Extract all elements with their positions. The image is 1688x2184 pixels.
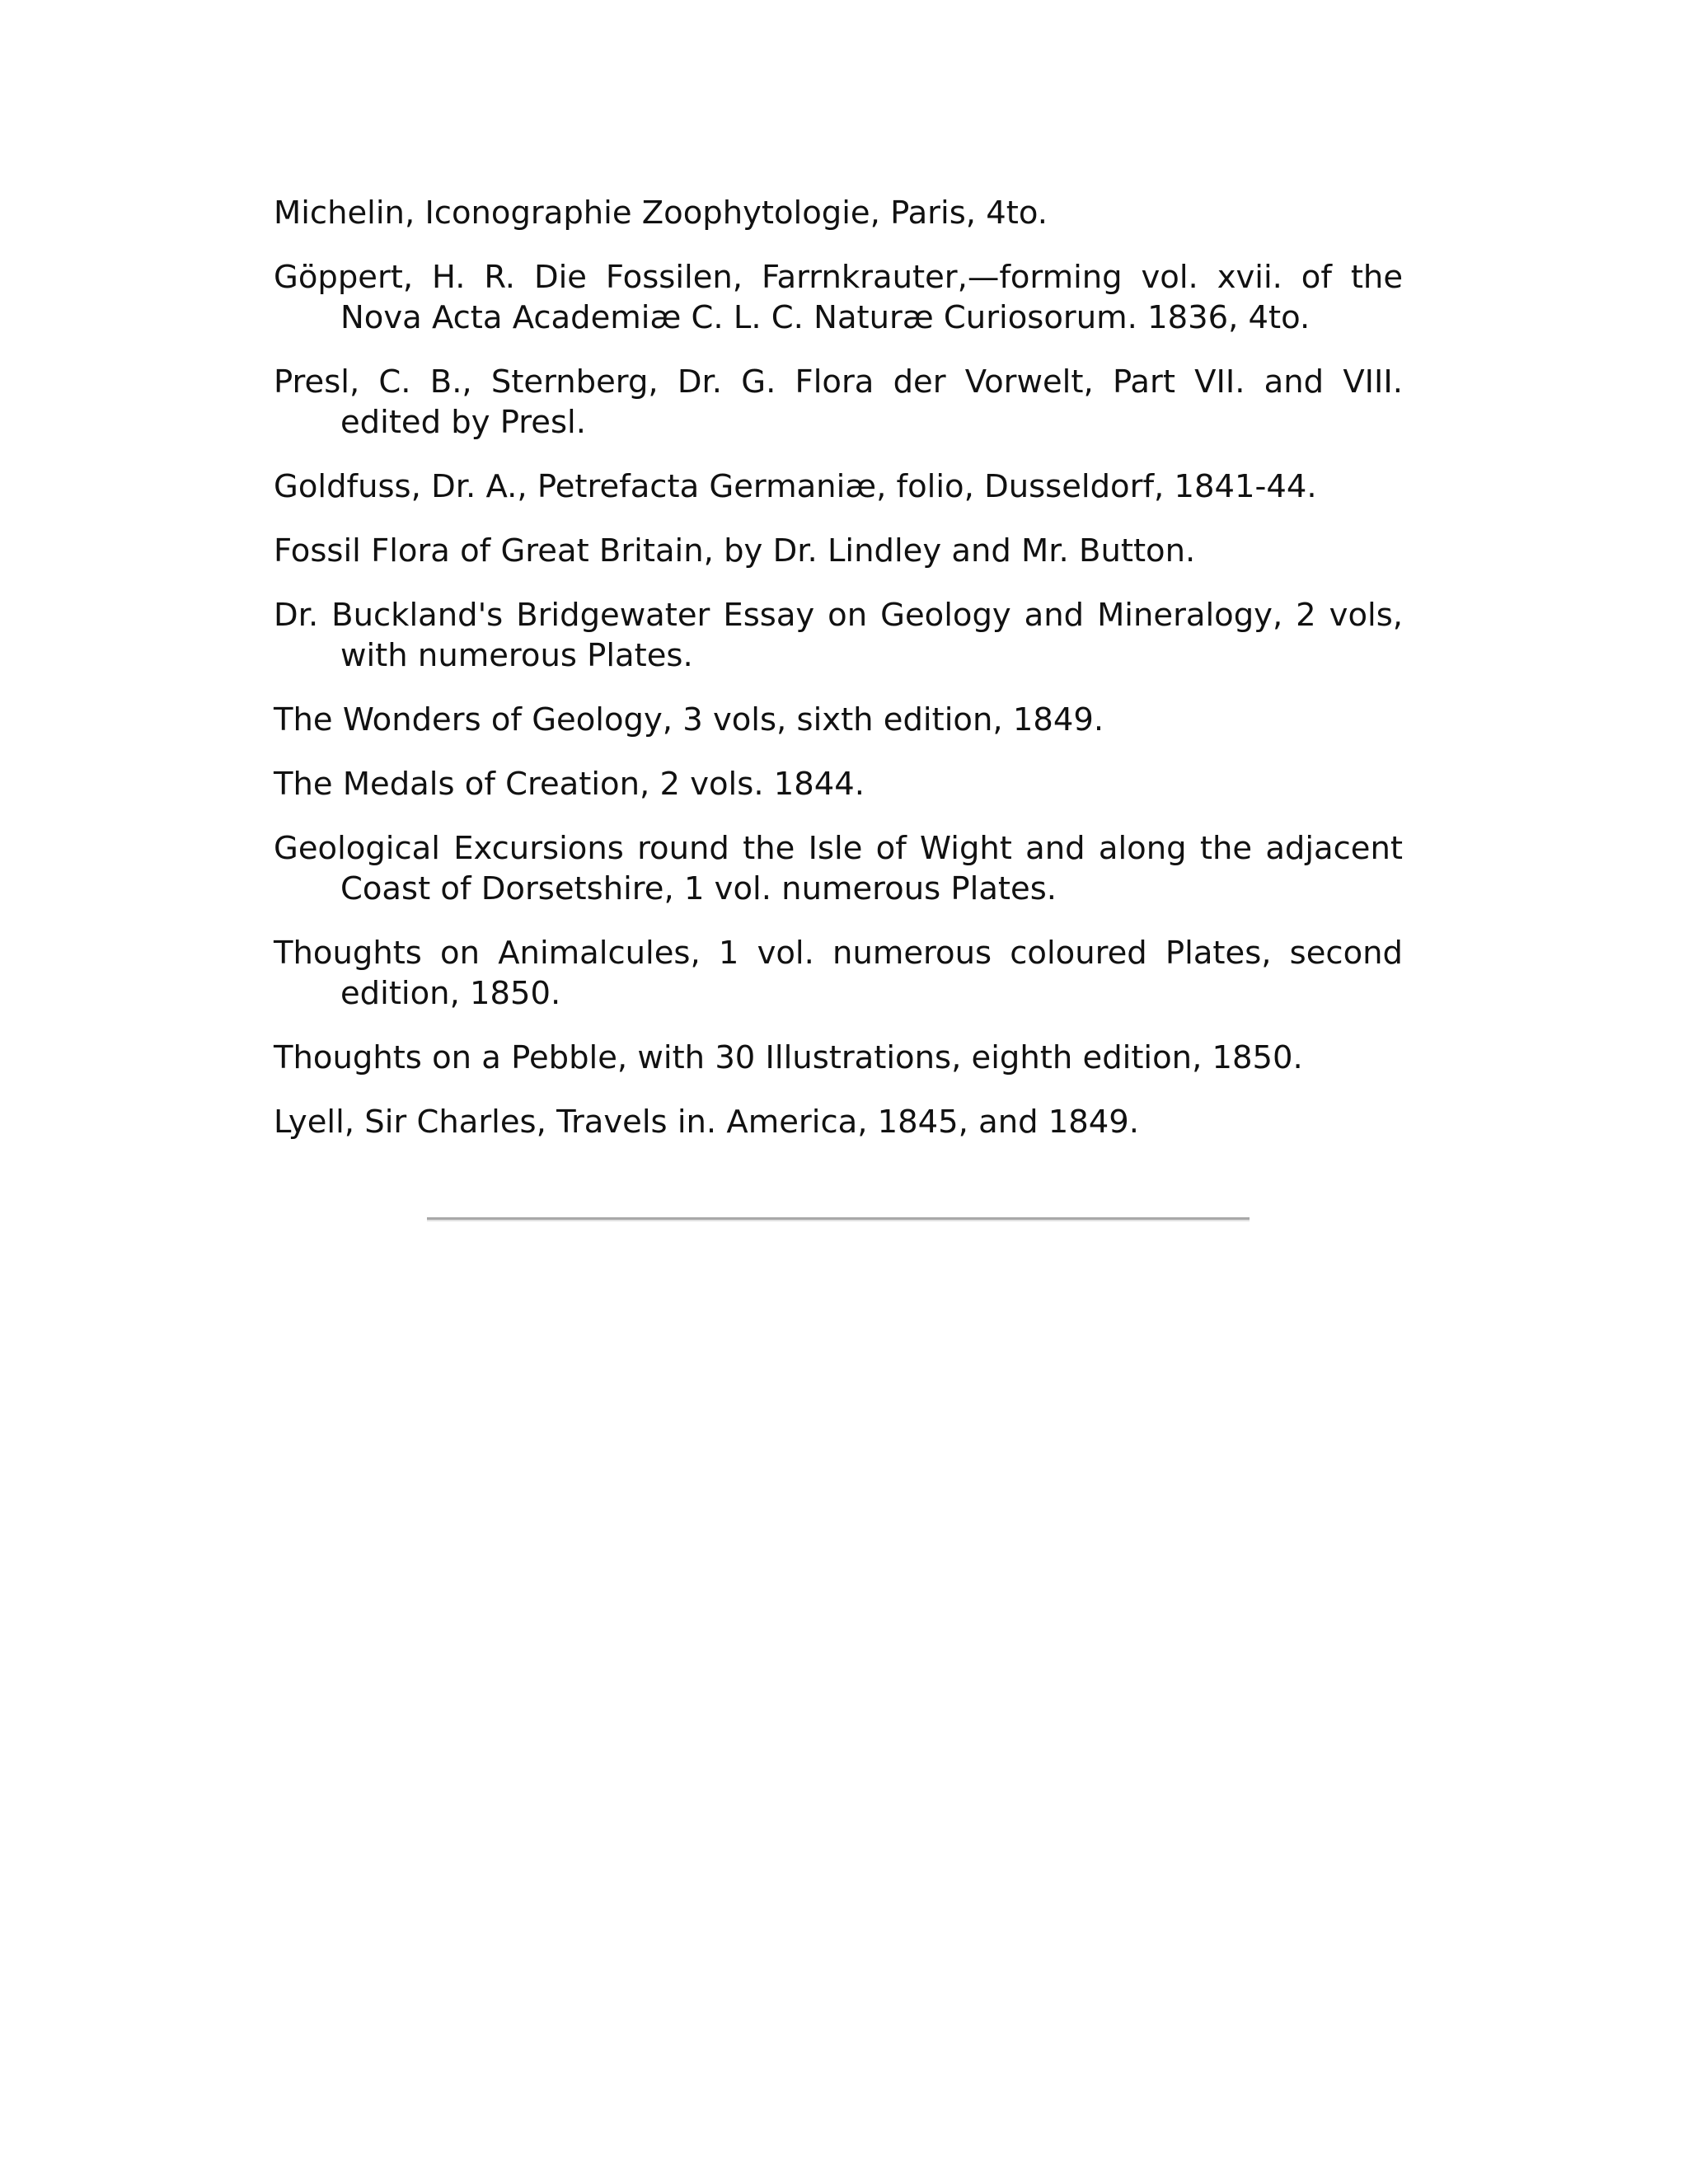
bibliography-entry: Lyell, Sir Charles, Travels in. America, 1845, and 1849.: [274, 1104, 1140, 1141]
bibliography-entry: Presl, C. B., Sternberg, Dr. G. Flora der Vorwelt, Part VII. and VIII. edited by Presl.: [274, 363, 1403, 441]
horizontal-divider: [427, 1217, 1250, 1221]
bibliography-entry: Thoughts on a Pebble, with 30 Illustrations, eighth edition, 1850.: [274, 1039, 1303, 1076]
bibliography-entry: The Medals of Creation, 2 vols. 1844.: [274, 766, 865, 803]
bibliography-list: [274, 193, 1403, 1166]
bibliography-entry: Dr. Buckland's Bridgewater Essay on Geology and Mineralogy, 2 vols, with numerous Plates.: [274, 597, 1403, 674]
bibliography-entry: The Wonders of Geology, 3 vols, sixth edition, 1849.: [274, 701, 1104, 738]
bibliography-entry: Göppert, H. R. Die Fossilen, Farrnkrauter,—forming vol. xvii. of the Nova Acta Academiæ C. L. C. Naturæ Curiosorum. 1836, 4to.: [274, 259, 1403, 336]
bibliography-entry: Geological Excursions round the Isle of Wight and along the adjacent Coast of Dorsetshire, 1 vol. numerous Plates.: [274, 830, 1403, 907]
bibliography-entry: Goldfuss, Dr. A., Petrefacta Germaniæ, folio, Dusseldorf, 1841-44.: [274, 468, 1317, 505]
bibliography-entry: Fossil Flora of Great Britain, by Dr. Lindley and Mr. Button.: [274, 532, 1196, 569]
bibliography-entry: Thoughts on Animalcules, 1 vol. numerous coloured Plates, second edition, 1850.: [274, 935, 1403, 1012]
bibliography-entry: Michelin, Iconographie Zoophytologie, Paris, 4to.: [274, 194, 1048, 232]
